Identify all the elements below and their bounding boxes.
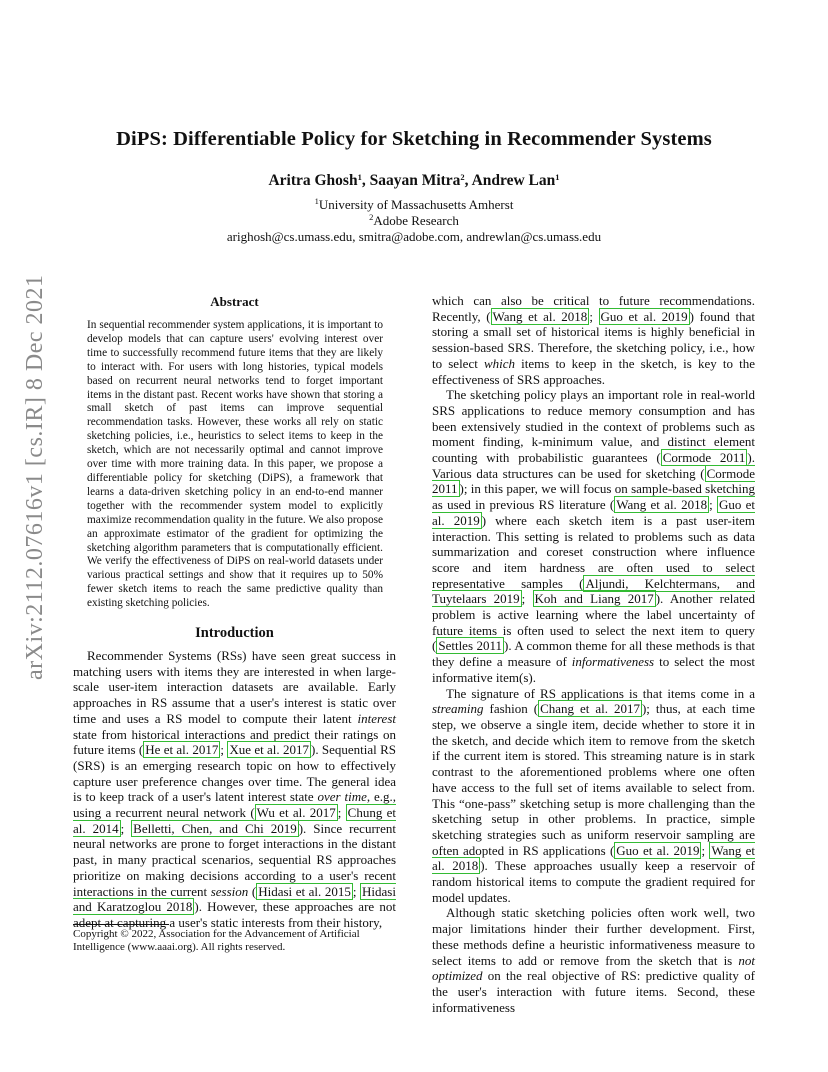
citation-link[interactable]: Guo et al. 2019	[432, 497, 755, 528]
citation-link[interactable]: Hidasi and Karatzoglou 2018	[73, 883, 396, 915]
citation-link[interactable]: Settles 2011	[438, 638, 502, 654]
citation-link[interactable]: Hidasi et al. 2015	[258, 883, 351, 899]
citation-link[interactable]: Guo et al. 2019	[600, 308, 688, 324]
footnote-divider	[73, 924, 169, 925]
citation-link[interactable]: He et al. 2017	[145, 742, 219, 758]
body-paragraph: Although static sketching policies often work well, two major limitations hinder their further development. First, these methods define a heuristic informativeness measure to select items to add or remove from the sketch that is not optimized on the real objective of RS: predictive quality of the user's interaction with future items. Second, these informativeness	[432, 905, 755, 1015]
body-paragraph: The sketching policy plays an important role in real-world SRS applications to reduce memory consumption and has been extensively studied in the context of problems such as moment finding, k-minimum value, and distinct element counting with probabilistic guarantees ( Cormode 2011 ). Various data structures can be used for sketching ( Cormode 2011 ); in this paper, we will focus on sample-based sketching as used in previous RS literature ( Wang et al. 2018 ; Guo et al. 2019 ) where each sketch item is a past user-item interaction. This setting is related to problems such as data summarization and coreset construction where influence score and item hardness are often used to select representative samples ( Aljundi, Kelchtermans, and Tuytelaars 2019 ; Koh and Liang 2017 ). Another related problem is active learning where the label uncertainty of future items is often used to select the next item to query ( Settles 2011 ). A common theme for all these methods is that they define a measure of informativeness to select the most informative item(s).	[432, 387, 756, 685]
citation-link[interactable]: Wu et al. 2017	[256, 805, 336, 821]
right-column-body	[432, 293, 755, 1015]
author-affiliation-mark: 1	[357, 172, 362, 182]
citation-link[interactable]: Wang et al. 2018	[492, 308, 588, 324]
affiliation-name: University of Massachusetts Amherst	[318, 197, 514, 212]
author-affiliation-mark: 1	[555, 172, 560, 182]
copyright-footnote: Copyright © 2022, Association for the Advancement of Artificial Intelligence (www.aaai.org). All rights reserved.	[73, 928, 360, 954]
author-affiliation-mark: 2	[460, 172, 465, 182]
affiliation-line	[80, 197, 748, 213]
introduction-body	[73, 648, 396, 931]
affiliation-block	[80, 197, 748, 245]
abstract-text: In sequential recommender system applications, it is important to develop models that can capture users' evolving interest over time to successfully recommend future items that they are likely to interact with. For users with long histories, typical models based on recurrent neural networks tend to forget important items in the distant past. Recent works have shown that storing a small sketch of past items can improve sequential recommendation tasks. However, these works all rely on static sketching policies, i.e., heuristics to select items to keep in the sketch, which are not necessarily optimal and cannot improve over time with more training data. In this paper, we propose a differentiable policy for sketching (DiPS), a framework that learns a data-driven sketching policy in an end-to-end manner together with the recommender system model to explicitly maximize recommendation quality in the future. We also propose an approximate estimator of the gradient for optimizing the sketching algorithm parameters that is computationally efficient. We verify the effectiveness of DiPS on real-world datasets under various practical settings and show that it requires up to 50% fewer sketch items to reach the same predictive quality than existing sketching policies.	[87, 319, 383, 610]
citation-link[interactable]: Xue et al. 2017	[229, 742, 309, 758]
affiliation-name: Adobe Research	[373, 213, 459, 228]
citation-link[interactable]: Aljundi, Kelchtermans, and Tuytelaars 2019	[432, 575, 755, 607]
citation-link[interactable]: Chang et al. 2017	[540, 701, 640, 717]
author-emails: arighosh@cs.umass.edu, smitra@adobe.com, andrewlan@cs.umass.edu	[226, 229, 602, 244]
introduction-paragraph: Recommender Systems (RSs) have seen great success in matching users with items they are interested in when large-scale user-item interaction datasets are available. Early approaches in RS assume that a user's interest is static over time and uses a RS model to compute their latent interest state from historical interactions and predict their ratings on future items ( He et al. 2017 ; Xue et al. 2017 ). Sequential RS (SRS) is an emerging research topic on how to effectively capture user preference changes over time. The general idea is to keep track of a user's latent interest state over time, e.g., using a recurrent neural network ( Wu et al. 2017 ; Chung et al. 2014 ; Belletti, Chen, and Chi 2019 ). Since recurrent neural networks are prone to forget interactions in the distant past, in many practical scenarios, sequential RS approaches prioritize on making decisions according to a user's recent interactions in the current session ( Hidasi et al. 2015 ; Hidasi and Karatzoglou 2018 ). However, these approaches are not adept at capturing a user's static interests from their history,	[73, 648, 397, 930]
citation-link[interactable]: Wang et al. 2018	[616, 497, 708, 513]
author-list: Aritra Ghosh$^1$, Saayan Mitra$^2$, Andrew Lan$^1$	[268, 172, 560, 189]
citation-link[interactable]: Wang et al. 2018	[432, 842, 755, 874]
citation-link[interactable]: Cormode 2011	[432, 465, 755, 497]
citation-link[interactable]: Guo et al. 2019	[616, 842, 700, 858]
citation-link[interactable]: Chung et al. 2014	[73, 805, 396, 836]
body-paragraph: The signature of RS applications is that items come in a streaming fashion ( Chang et al. 2017 ); thus, at each time step, we observe a single item, decide whether to store it in the sketch, and decide which item to remove from the sketch if the current item is stored. This streaming nature is in stark contrast to the aforementioned problems where one often have access to the full set of items available to select from. This “one-pass” sketching setup is more challenging than the sketching setup in other problems. In practice, simple sketching strategies such as uniform reservoir sampling are often adopted in RS applications ( Guo et al. 2019 ; Wang et al. 2018 ). These approaches usually keep a reservoir of random historical items to compute the gradient required for model updates.	[432, 685, 755, 905]
paper-title: DiPS: Differentiable Policy for Sketching in Recommender Systems	[116, 128, 712, 150]
citation-link[interactable]: Cormode 2011	[662, 450, 746, 466]
affiliation-line	[80, 213, 748, 229]
arxiv-identifier-stamp: arXiv:2112.07616v1 [cs.IR] 8 Dec 2021	[22, 274, 48, 680]
introduction-heading: Introduction	[195, 625, 274, 641]
abstract-heading: Abstract	[210, 294, 259, 309]
author-name: Aritra Ghosh	[268, 172, 358, 189]
affiliation-mark: 1	[314, 196, 319, 206]
author-name: Saayan Mitra	[369, 172, 461, 189]
affiliation-mark: 2	[369, 212, 374, 222]
author-name: Andrew Lan	[471, 172, 556, 189]
body-paragraph: which can also be critical to future recommendations. Recently, ( Wang et al. 2018 ; Guo et al. 2019 ) found that storing a small set of historical items is highly beneficial in session-based SRS. Therefore, the sketching policy, i.e., how to select which items to keep in the sketch, is key to the effectiveness of SRS approaches.	[432, 293, 755, 387]
citation-link[interactable]: Belletti, Chen, and Chi 2019	[133, 820, 297, 836]
citation-link[interactable]: Koh and Liang 2017	[534, 591, 654, 607]
